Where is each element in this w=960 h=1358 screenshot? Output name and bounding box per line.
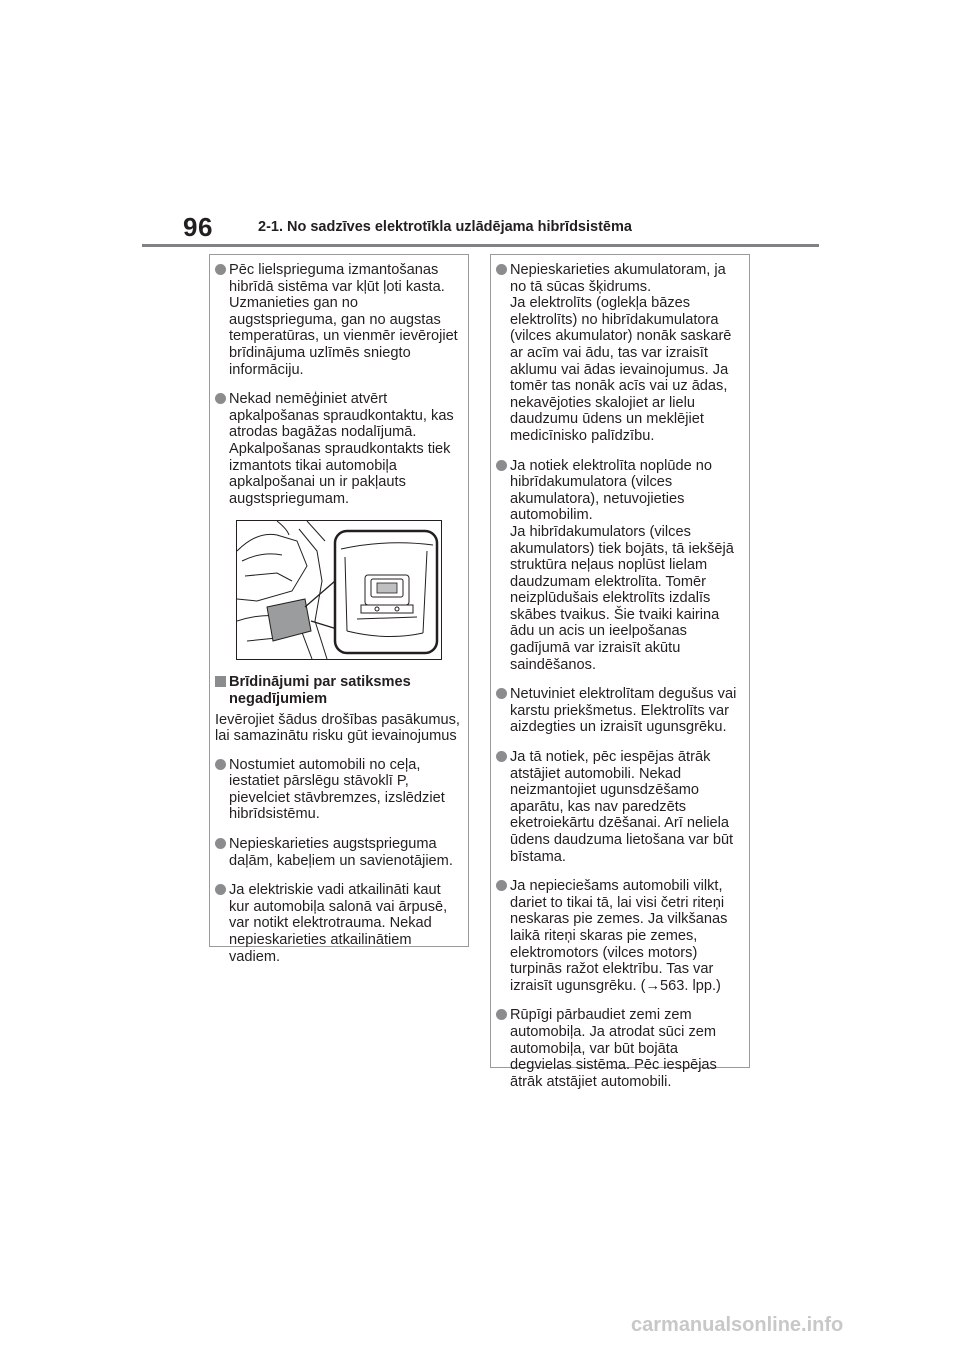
page-number: 96 [183, 212, 213, 242]
bullet-icon [496, 1009, 507, 1020]
square-bullet-icon [215, 676, 226, 687]
illustration-drawing [237, 521, 441, 659]
list-item: Nepieskarieties augstsprieguma daļām, kabeļiem un savienotājiem. [218, 836, 460, 869]
section-subheading: Brīdinājumi par satiksmes negadījumiem [218, 674, 460, 707]
bullet-icon [215, 393, 226, 404]
list-item: Ja elektriskie vadi atkailināti kaut kur automobiļa salonā vai ārpusē, var notikt elektrotrauma. Nekad nepieskarieties atkailinātiem vadiem. [218, 882, 460, 965]
service-plug-illustration [236, 520, 442, 660]
list-item: Nostumiet automobili no ceļa, iestatiet pārslēgu stāvoklī P, pievelciet stāvbremzes, izslēdziet hibrīdsistēmu. [218, 757, 460, 823]
list-item: Ja tā notiek, pēc iespējas ātrāk atstājiet automobili. Nekad neizmantojiet ugunsdzēšamo aparātu, kas nav paredzēts eketroiekārtu dzēšanai. Arī neliela ūdens daudzuma lietošana var būt bīstama. [499, 749, 741, 865]
warning-box-left [209, 254, 469, 965]
list-item: Nepieskarieties akumulatoram, ja no tā sūcas šķidrums. Ja elektrolīts (oglekļa bāzes elektrolīts) no hibrīdakumulatora (vilces akumulator) nonāk saskarē ar acīm vai ādu, tas var izraisīt aklumu vai ādas ievainojumus. Ja tomēr tas nonāk acīs vai uz ādas, nekavējoties skalojiet ar lielu daudzumu ūdens un meklējiet medicīnisko palīdzību. [499, 262, 741, 445]
bullet-icon [496, 880, 507, 891]
bullet-icon [496, 751, 507, 762]
section-intro: Ievērojiet šādus drošības pasākumus, lai samazinātu risku gūt ievainojumus [215, 711, 460, 745]
bullet-icon [496, 264, 507, 275]
header-divider [142, 244, 819, 247]
list-item: Ja notiek elektrolīta noplūde no hibrīdakumulatora (vilces akumulatora), netuvojieties automobilim. Ja hibrīdakumulators (vilces akumulators) tiek bojāts, tā iekšējā struktūra neļaus noplūst lielam daudzumam elektrolīta. Tomēr neizplūdušais elektrolīts izdalīs skābes tvaikus. Šie tvaiki kairina ādu un acis un ieelpošanas gadījumā var izraisīt akūtu saindēšanos. [499, 458, 741, 674]
list-item: Ja nepieciešams automobili vilkt, dariet to tikai tā, lai visi četri riteņi neskaras pie zemes. Ja vilkšanas laikā riteņi skaras pie zemes, elektromotors (vilces motors) turpinās ražot elektrību. Tas var izraisīt ugunsgrēku. (→563. lpp.) [499, 878, 741, 994]
list-item: Pēc lielsprieguma izmantošanas hibrīdā sistēma var kļūt ļoti kasta. Uzmanieties gan no augstsprieguma, gan no augstas temperatūras, un vienmēr ievērojiet brīdinājuma uzlīmēs sniegto informāciju. [218, 262, 460, 378]
bullet-icon [215, 759, 226, 770]
page-header [0, 0, 960, 250]
warning-box-right [490, 254, 750, 1090]
list-item: Rūpīgi pārbaudiet zemi zem automobiļa. Ja atrodat sūci zem automobiļa, var būt bojāta degvielas sistēma. Pēc iespējas ātrāk atstājiet automobili. [499, 1007, 741, 1090]
list-item: Nekad nemēģiniet atvērt apkalpošanas spraudkontaktu, kas atrodas bagāžas nodalījumā. Apkalpošanas spraudkontakts tiek izmantots tikai automobiļa apkalpošanai un ir pakļauts augstspriegumam. [218, 391, 460, 507]
bullet-icon [215, 838, 226, 849]
bullet-icon [215, 264, 226, 275]
section-title: 2-1. No sadzīves elektrotīkla uzlādējama hibrīdsistēma [258, 219, 632, 235]
bullet-icon [215, 884, 226, 895]
bullet-icon [496, 460, 507, 471]
list-item: Netuviniet elektrolītam degušus vai karstu priekšmetus. Elektrolīts var aizdegties un izraisīt ugunsgrēku. [499, 686, 741, 736]
bullet-icon [496, 688, 507, 699]
watermark[interactable]: carmanualsonline.info [631, 1314, 844, 1336]
